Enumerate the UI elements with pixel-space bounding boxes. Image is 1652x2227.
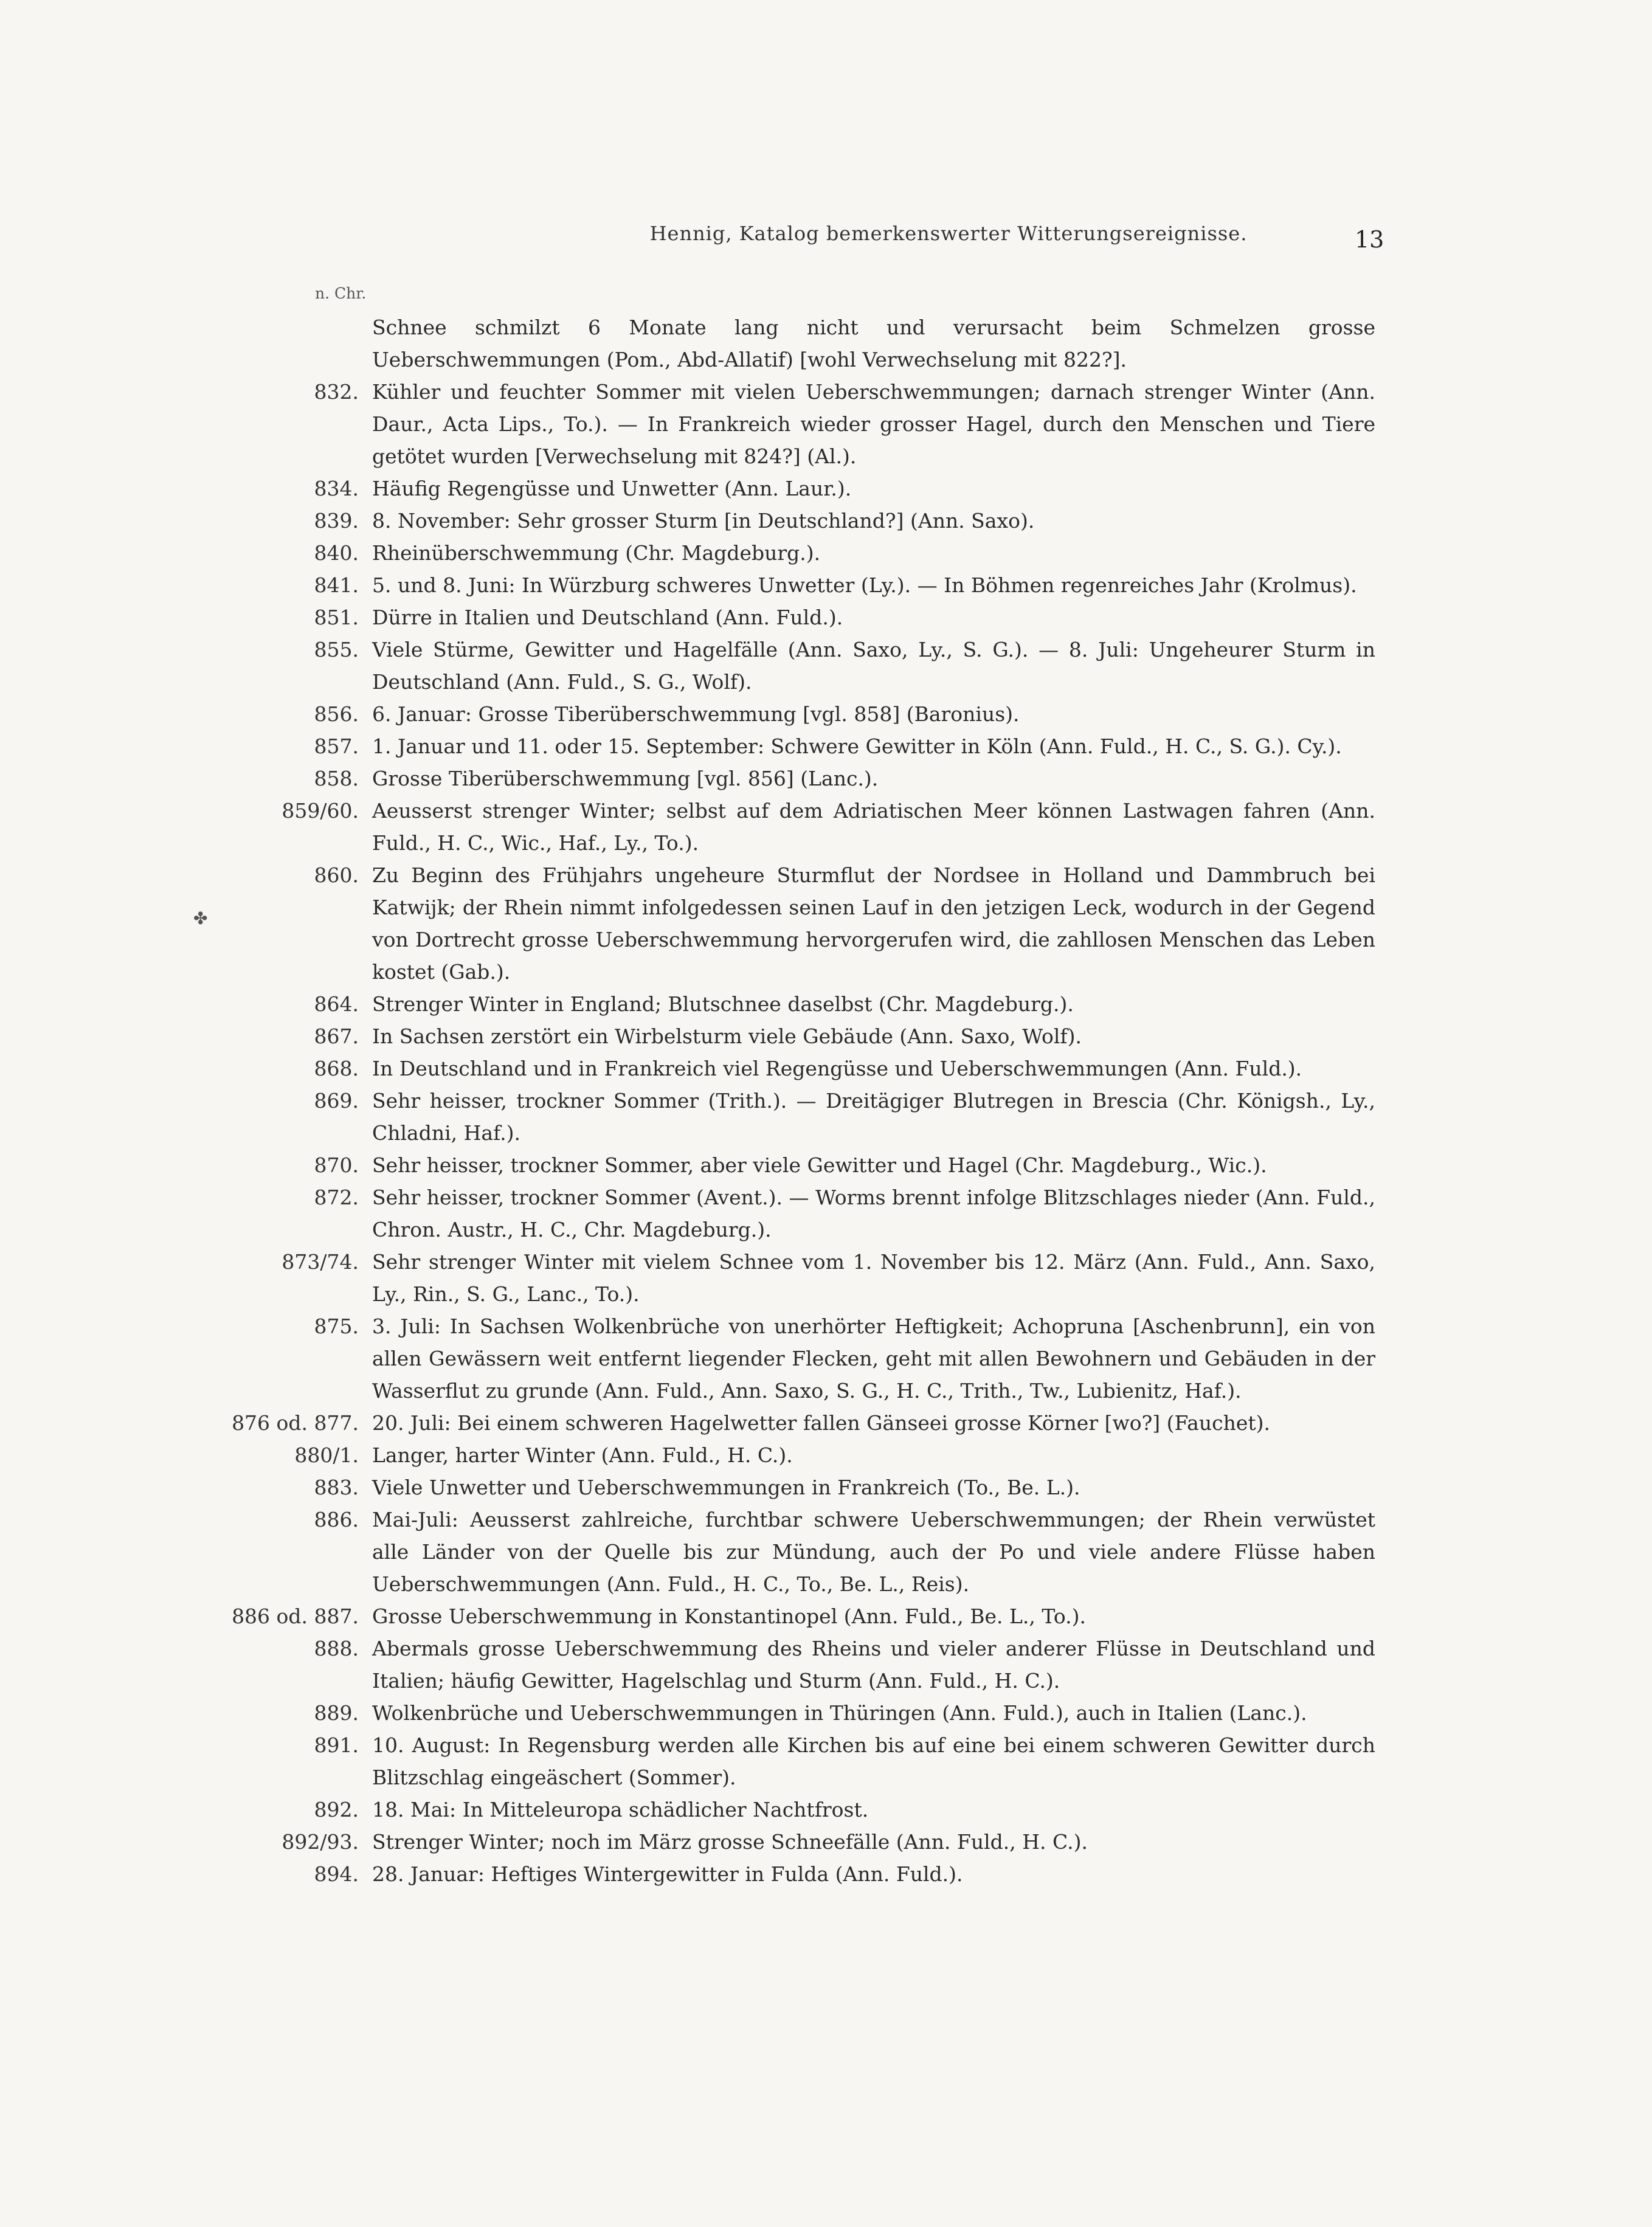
entry-text: Grosse Tiberüberschwemmung [vgl. 856] (Lanc.). (372, 767, 879, 790)
list-item (0, 730, 1652, 762)
entry-text: 1. Januar und 11. oder 15. September: Schwere Gewitter in Köln (Ann. Fuld., H. C., S. G.). Cy.). (372, 734, 1342, 758)
entry-text: 20. Juli: Bei einem schweren Hagelwetter fallen Gänseei grosse Körner [wo?] (Fauchet). (372, 1411, 1270, 1435)
entry-year: 883. (314, 1476, 359, 1499)
entry-text: In Sachsen zerstört ein Wirbelsturm viele Gebäude (Ann. Saxo, Wolf). (372, 1024, 1082, 1048)
list-item (0, 1439, 1652, 1471)
entry-text: 28. Januar: Heftiges Wintergewitter in Fulda (Ann. Fuld.). (372, 1862, 963, 1886)
entry-text: 18. Mai: In Mitteleuropa schädlicher Nachtfrost. (372, 1798, 869, 1821)
list-item (0, 1600, 1652, 1632)
list-item (0, 537, 1652, 569)
entry-list (0, 311, 1652, 1890)
entry-text: Langer, harter Winter (Ann. Fuld., H. C.). (372, 1443, 793, 1467)
entry-year: 892/93. (282, 1830, 359, 1854)
list-item (0, 1504, 1652, 1600)
page-number: 13 (1355, 226, 1384, 253)
list-item (0, 569, 1652, 601)
entry-text: 10. August: In Regensburg werden alle Kirchen bis auf eine bei einem schweren Gewitter durch Blitzschlag eingeäschert (Sommer). (372, 1733, 1375, 1789)
entry-year: 875. (314, 1314, 359, 1338)
list-item (0, 472, 1652, 505)
entry-text: Sehr heisser, trockner Sommer (Trith.). — Dreitägiger Blutregen in Brescia (Chr. Königsh., Ly., Chladni, Haf.). (372, 1089, 1375, 1145)
entry-year: 867. (314, 1024, 359, 1048)
list-item (0, 634, 1652, 698)
entry-year: 839. (314, 509, 359, 533)
entry-year: 869. (314, 1089, 359, 1113)
list-item (0, 1020, 1652, 1052)
list-item (0, 762, 1652, 795)
list-item (0, 505, 1652, 537)
entry-text: Schnee schmilzt 6 Monate lang nicht und verursacht beim Schmelzen grosse Ueberschwemmungen (Pom., Abd-Allatif) [wohl Verwechselung mit 822?]. (372, 316, 1375, 371)
running-head: Hennig, Katalog bemerkenswerter Witterungsereignisse. (649, 222, 1248, 245)
list-item (0, 1471, 1652, 1504)
list-item (0, 859, 1652, 988)
entry-year: 870. (314, 1153, 359, 1177)
list-item (0, 376, 1652, 472)
entry-text: Strenger Winter; noch im März grosse Schneefälle (Ann. Fuld., H. C.). (372, 1830, 1088, 1854)
entry-text: Sehr heisser, trockner Sommer, aber viele Gewitter und Hagel (Chr. Magdeburg., Wic.). (372, 1153, 1267, 1177)
entry-year: 864. (314, 992, 359, 1016)
entry-text: Viele Unwetter und Ueberschwemmungen in Frankreich (To., Be. L.). (372, 1476, 1080, 1499)
list-item (0, 1052, 1652, 1085)
entry-year: 868. (314, 1057, 359, 1080)
list-item (0, 1858, 1652, 1890)
entry-year: 858. (314, 767, 359, 790)
entry-text: Aeusserst strenger Winter; selbst auf dem Adriatischen Meer können Lastwagen fahren (Ann. Fuld., H. C., Wic., Haf., Ly., To.). (372, 799, 1375, 855)
entry-text: Sehr heisser, trockner Sommer (Avent.). — Worms brennt infolge Blitzschlages nieder (Ann. Fuld., Chron. Austr., H. C., Chr. Magdeburg.). (372, 1186, 1375, 1241)
entry-text: Strenger Winter in England; Blutschnee daselbst (Chr. Magdeburg.). (372, 992, 1074, 1016)
entry-text: Sehr strenger Winter mit vielem Schnee vom 1. November bis 12. März (Ann. Fuld., Ann. Saxo, Ly., Rin., S. G., Lanc., To.). (372, 1250, 1375, 1306)
entry-year: 834. (314, 477, 359, 500)
list-item (0, 1310, 1652, 1407)
list-item (0, 1729, 1652, 1794)
margin-mark-icon: ✤ (193, 908, 208, 928)
entry-year: 891. (314, 1733, 359, 1757)
entry-text: Viele Stürme, Gewitter und Hagelfälle (Ann. Saxo, Ly., S. G.). — 8. Juli: Ungeheurer Sturm in Deutschland (Ann. Fuld., S. G., Wolf). (372, 638, 1375, 694)
list-item (0, 1181, 1652, 1246)
list-item (0, 1246, 1652, 1310)
entry-text: Wolkenbrüche und Ueberschwemmungen in Thüringen (Ann. Fuld.), auch in Italien (Lanc.). (372, 1701, 1307, 1725)
list-item (0, 698, 1652, 730)
entry-year: 892. (314, 1798, 359, 1821)
entry-year: 888. (314, 1637, 359, 1660)
list-item (0, 988, 1652, 1020)
entry-year: 860. (314, 863, 359, 887)
entry-year: 841. (314, 573, 359, 597)
entry-year: 857. (314, 734, 359, 758)
list-item (0, 1826, 1652, 1858)
entry-text: In Deutschland und in Frankreich viel Regengüsse und Ueberschwemmungen (Ann. Fuld.). (372, 1057, 1302, 1080)
entry-year: 880/1. (294, 1443, 359, 1467)
entry-text: Abermals grosse Ueberschwemmung des Rheins und vieler anderer Flüsse in Deutschland und Italien; häufig Gewitter, Hagelschlag und Sturm (Ann. Fuld., H. C.). (372, 1637, 1375, 1693)
list-item (0, 601, 1652, 634)
entry-year: 889. (314, 1701, 359, 1725)
entry-year: 832. (314, 380, 359, 404)
list-item (0, 1407, 1652, 1439)
entry-text: Kühler und feuchter Sommer mit vielen Ueberschwemmungen; darnach strenger Winter (Ann. Daur., Acta Lips., To.). — In Frankreich wieder grosser Hagel, durch den Menschen und Tiere getötet wurden [Verwechselung mit 824?] (Al.). (372, 380, 1375, 468)
entry-year: 886 od. 887. (232, 1604, 359, 1628)
entry-text: Grosse Ueberschwemmung in Konstantinopel (Ann. Fuld., Be. L., To.). (372, 1604, 1086, 1628)
entry-text: Zu Beginn des Frühjahrs ungeheure Sturmflut der Nordsee in Holland und Dammbruch bei Katwijk; der Rhein nimmt infolgedessen seinen Lauf in den jetzigen Leck, wodurch in der Gegend von Dortrecht grosse Ueberschwemmung hervorgerufen wird, die zahllosen Menschen das Leben kostet (Gab.). (372, 863, 1375, 984)
entry-text: 8. November: Sehr grosser Sturm [in Deutschland?] (Ann. Saxo). (372, 509, 1035, 533)
entry-text: Rheinüberschwemmung (Chr. Magdeburg.). (372, 541, 821, 565)
entry-year: 840. (314, 541, 359, 565)
entry-year: 855. (314, 638, 359, 661)
entry-year: 886. (314, 1508, 359, 1531)
entry-year: 876 od. 877. (232, 1411, 359, 1435)
list-item (0, 1085, 1652, 1149)
entry-text: Mai-Juli: Aeusserst zahlreiche, furchtbar schwere Ueberschwemmungen; der Rhein verwüstet alle Länder von der Quelle bis zur Mündung, auch der Po und viele andere Flüsse haben Ueberschwemmungen (Ann. Fuld., H. C., To., Be. L., Reis). (372, 1508, 1375, 1596)
entry-text: 6. Januar: Grosse Tiberüberschwemmung [vgl. 858] (Baronius). (372, 702, 1020, 726)
list-item (0, 1632, 1652, 1697)
entry-text: Häufig Regengüsse und Unwetter (Ann. Laur.). (372, 477, 852, 500)
era-label: n. Chr. (315, 285, 367, 302)
entry-text: Dürre in Italien und Deutschland (Ann. Fuld.). (372, 606, 843, 629)
entry-year: 894. (314, 1862, 359, 1886)
entry-text: 3. Juli: In Sachsen Wolkenbrüche von unerhörter Heftigkeit; Achopruna [Aschenbrunn], ein von allen Gewässern weit entfernt liegender Flecken, geht mit allen Bewohnern und Gebäuden in der Wasserflut zu grunde (Ann. Fuld., Ann. Saxo, S. G., H. C., Trith., Tw., Lubienitz, Haf.). (372, 1314, 1375, 1403)
entry-year: 873/74. (282, 1250, 359, 1274)
entry-year: 856. (314, 702, 359, 726)
entry-year: 859/60. (282, 799, 359, 823)
list-item (0, 311, 1652, 376)
entry-text: 5. und 8. Juni: In Würzburg schweres Unwetter (Ly.). — In Böhmen regenreiches Jahr (Krolmus). (372, 573, 1357, 597)
list-item (0, 1794, 1652, 1826)
list-item (0, 1149, 1652, 1181)
list-item (0, 795, 1652, 859)
entry-year: 872. (314, 1186, 359, 1209)
entry-year: 851. (314, 606, 359, 629)
list-item (0, 1697, 1652, 1729)
